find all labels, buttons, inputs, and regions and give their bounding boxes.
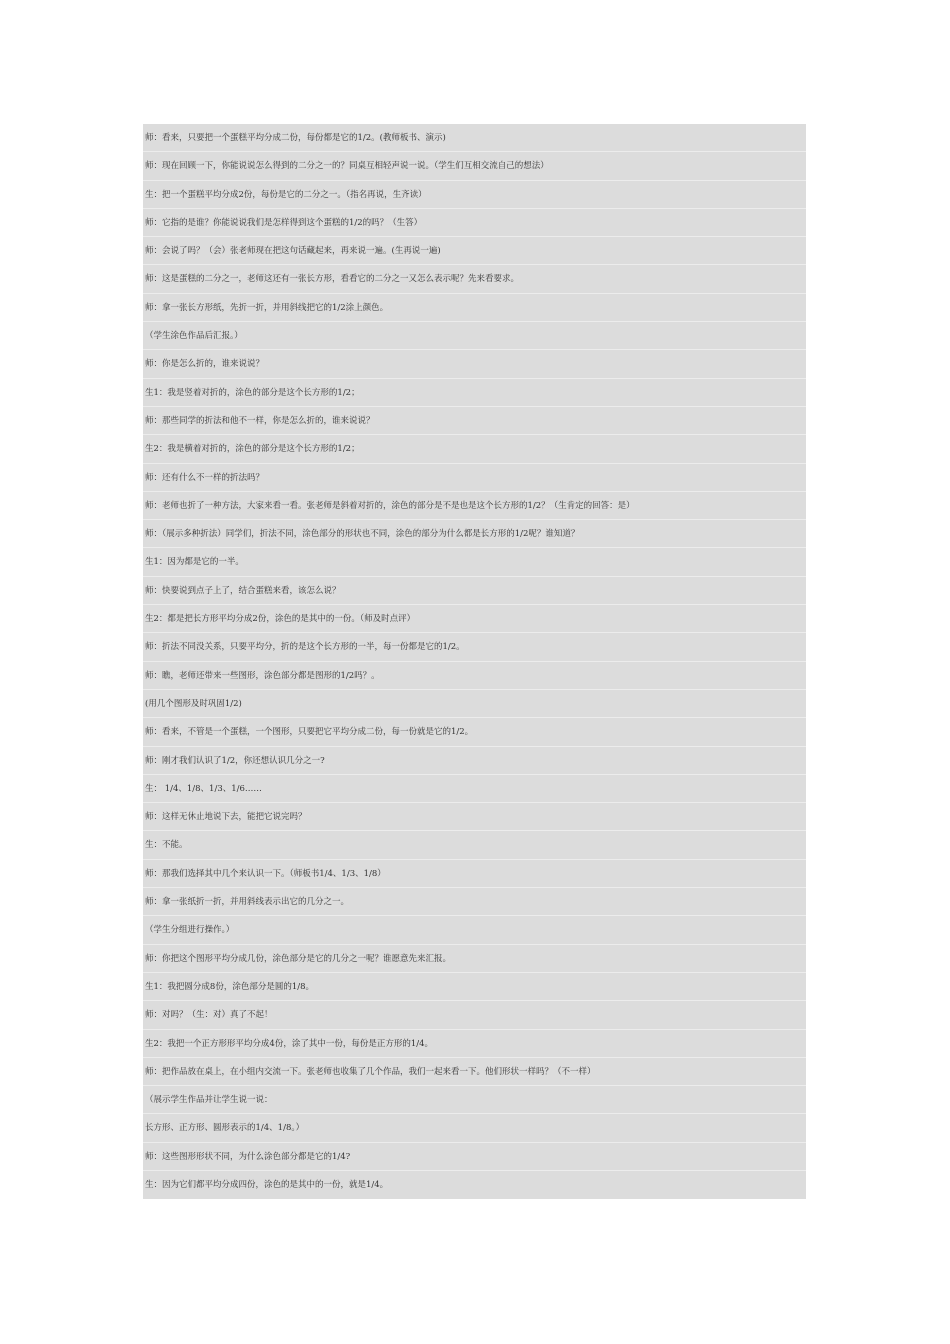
transcript-line: 师：拿一张长方形纸，先折一折，并用斜线把它的1/2涂上颜色。 [143, 294, 806, 322]
transcript-line: 师：那些同学的折法和他不一样，你是怎么折的，谁来说说？ [143, 407, 806, 435]
transcript-line: 师：看来，只要把一个蛋糕平均分成二份，每份都是它的1/2。(教师板书、演示) [143, 124, 806, 152]
transcript-line: 生：因为它们都平均分成四份，涂色的是其中的一份，就是1/4。 [145, 1179, 389, 1190]
transcript-line: 师：折法不同没关系，只要平均分，折的是这个长方形的一半，每一份都是它的1/2。 [143, 633, 806, 661]
transcript-line: 师：看来，不管是一个蛋糕，一个图形，只要把它平均分成二份，每一份就是它的1/2。 [143, 718, 806, 746]
transcript-line: 师：这是蛋糕的二分之一，老师这还有一张长方形，看看它的二分之一又怎么表示呢？先来看要求。 [143, 265, 806, 293]
transcript-line: （学生涂色作品后汇报。） [143, 322, 806, 350]
transcript-line: 生1：我是竖着对折的，涂色的部分是这个长方形的1/2； [143, 379, 806, 407]
transcript-line: 长方形、正方形、圆形表示的1/4、1/8。） [143, 1114, 806, 1142]
transcript-line: 师：你把这个图形平均分成几份，涂色部分是它的几分之一呢？谁愿意先来汇报。 [143, 945, 806, 973]
transcript-line: (用几个图形及时巩固1/2) [143, 690, 806, 718]
transcript-line: 师：现在回顾一下，你能说说怎么得到的二分之一的？同桌互相轻声说一说。（学生们互相交流自己的想法） [143, 152, 806, 180]
transcript-line: 生： 1/4、1/8、1/3、1/6…… [143, 775, 806, 803]
transcript-line: 师：你是怎么折的，谁来说说？ [143, 350, 806, 378]
transcript-line: 师：会说了吗？（会）张老师现在把这句话藏起来，再来说一遍。(生再说一遍) [143, 237, 806, 265]
transcript-line: 师：这些图形形状不同，为什么涂色部分都是它的1/4? [143, 1143, 806, 1171]
transcript-line: 师：瞧，老师还带来一些图形，涂色部分都是图形的1/2吗？。 [143, 662, 806, 690]
transcript-line: 生：不能。 [143, 831, 806, 859]
transcript-line: 生2：都是把长方形平均分成2份，涂色的是其中的一份。（师及时点评） [143, 605, 806, 633]
transcript-line: 生1：因为都是它的一半。 [143, 548, 806, 576]
transcript-line: 师：那我们选择其中几个来认识一下。（师板书1/4、1/3、1/8） [143, 860, 806, 888]
transcript-line: （学生分组进行操作。） [143, 916, 806, 944]
transcript-line: 师：对吗？（生：对）真了不起！ [143, 1001, 806, 1029]
transcript-line: （展示学生作品并让学生说一说： [143, 1086, 806, 1114]
transcript-line: 生：把一个蛋糕平均分成2份，每份是它的二分之一。（指名再说，生齐读） [143, 181, 806, 209]
transcript-line: 师：还有什么不一样的折法吗？ [143, 464, 806, 492]
transcript-line: 师：这样无休止地说下去，能把它说完吗？ [143, 803, 806, 831]
transcript-line: 生2：我把一个正方形形平均分成4份，涂了其中一份，每份是正方形的1/4。 [143, 1030, 806, 1058]
transcript-line: 师：快要说到点子上了，结合蛋糕来看，该怎么说？ [143, 577, 806, 605]
transcript-line: 师：刚才我们认识了1/2，你还想认识几分之一? [143, 747, 806, 775]
transcript-line: 生2：我是横着对折的，涂色的部分是这个长方形的1/2； [143, 435, 806, 463]
transcript-line: 师：（展示多种折法）同学们，折法不同，涂色部分的形状也不同，涂色的部分为什么都是长方形的1/2呢？谁知道？ [143, 520, 806, 548]
transcript-line: 师：拿一张纸折一折，并用斜线表示出它的几分之一。 [143, 888, 806, 916]
lesson-transcript [143, 124, 806, 1199]
transcript-line: 师：它指的是谁？你能说说我们是怎样得到这个蛋糕的1/2的吗？（生答） [143, 209, 806, 237]
transcript-line: 生1：我把圆分成8份，涂色部分是圆的1/8。 [143, 973, 806, 1001]
transcript-line: 师：老师也折了一种方法，大家来看一看。张老师是斜着对折的，涂色的部分是不是也是这个长方形的1/2？（生肯定的回答：是） [143, 492, 806, 520]
transcript-line: 师：把作品放在桌上，在小组内交流一下。张老师也收集了几个作品，我们一起来看一下。他们形状一样吗？（不一样） [143, 1058, 806, 1086]
